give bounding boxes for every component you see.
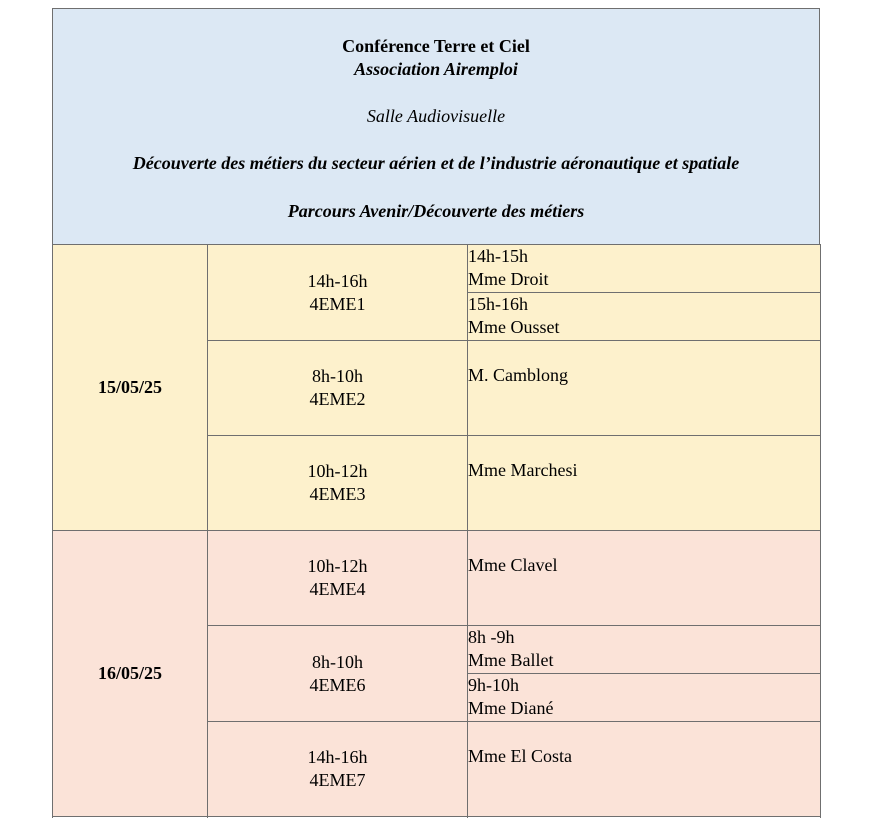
session-slot — [208, 436, 468, 531]
teacher-name: Mme Diané — [468, 698, 554, 718]
teacher-time: 14h-15h — [468, 246, 528, 266]
table-row — [53, 531, 821, 626]
teacher-time: 8h -9h — [468, 627, 515, 647]
conference-title: Conférence Terre et Ciel — [342, 36, 530, 56]
association-name: Association Airemploi — [354, 59, 518, 79]
teacher-name: Mme Marchesi — [468, 460, 578, 480]
teacher-cell — [468, 722, 821, 817]
schedule-table — [52, 244, 821, 817]
session-time: 10h-12h — [307, 461, 368, 481]
teacher-name: Mme Ousset — [468, 317, 560, 337]
teacher-time: 9h-10h — [468, 675, 519, 695]
teacher-cell — [468, 341, 821, 436]
session-slot — [208, 245, 468, 341]
teacher-cell — [468, 293, 821, 341]
session-time: 8h-10h — [312, 366, 363, 386]
teacher-cell — [468, 245, 821, 293]
teacher-time: 15h-16h — [468, 294, 528, 314]
session-time: 10h-12h — [307, 556, 368, 576]
session-time: 14h-16h — [307, 747, 368, 767]
teacher-cell — [468, 626, 821, 674]
session-slot — [208, 531, 468, 626]
program-path: Parcours Avenir/Découverte des métiers — [287, 201, 585, 221]
teacher-name: M. Camblong — [468, 365, 569, 385]
session-time: 8h-10h — [312, 651, 363, 672]
table-row — [53, 245, 821, 293]
room-name: Salle Audiovisuelle — [366, 106, 506, 126]
teacher-name: Mme El Costa — [468, 746, 572, 766]
schedule-document — [52, 8, 820, 818]
session-class: 4EME3 — [309, 484, 366, 504]
session-class: 4EME2 — [309, 389, 366, 409]
session-class: 4EME4 — [309, 579, 366, 599]
teacher-name: Mme Ballet — [468, 650, 554, 670]
session-slot — [208, 626, 468, 722]
session-slot — [208, 341, 468, 436]
session-class: 4EME7 — [309, 770, 366, 790]
session-slot — [208, 722, 468, 817]
teacher-name: Mme Clavel — [468, 555, 558, 575]
day-date: 16/05/25 — [53, 531, 208, 817]
day-date: 15/05/25 — [53, 245, 208, 531]
teacher-cell — [468, 436, 821, 531]
conference-theme: Découverte des métiers du secteur aérien et de l’industrie aéronautique et spatiale — [132, 153, 740, 173]
session-class: 4EME1 — [309, 293, 366, 314]
teacher-cell — [468, 531, 821, 626]
session-time: 14h-16h — [307, 270, 368, 291]
session-class: 4EME6 — [309, 674, 366, 695]
teacher-cell — [468, 674, 821, 722]
teacher-name: Mme Droit — [468, 269, 549, 289]
schedule-header — [52, 8, 820, 245]
